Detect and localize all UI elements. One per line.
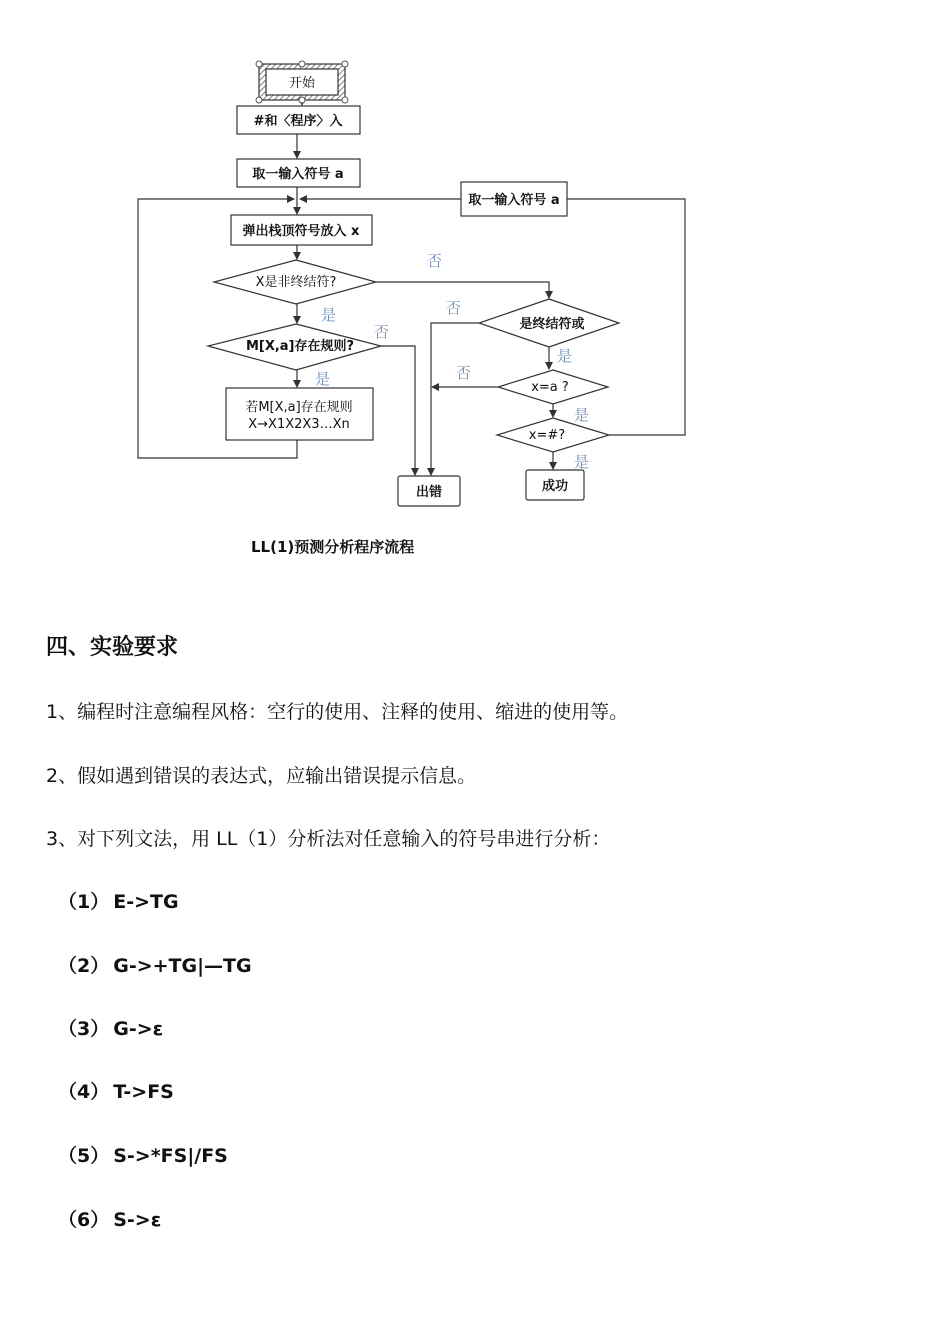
read-input-right-label: 取一输入符号 a [468, 193, 560, 208]
no-label-2: 否 [374, 323, 390, 341]
flowchart [0, 0, 950, 520]
requirement-item: 1、编程时注意编程风格：空行的使用、注释的使用、缩进的使用等。 [46, 701, 629, 723]
has-rule-label: M[X,a]存在规则? [245, 339, 355, 354]
grammar-rule-number: （5） [58, 1145, 110, 1167]
yes-label-2: 是 [315, 370, 331, 388]
grammar-rule-text: G->+TG|—TG [113, 955, 252, 977]
grammar-rule-text: T->FS [113, 1081, 174, 1103]
pop-label: 弹出栈顶符号放入 x [242, 224, 360, 239]
grammar-rule-text: S->ε [113, 1209, 162, 1231]
read-input-label: 取一输入符号 a [252, 167, 344, 182]
requirement-item: 3、对下列文法，用 LL（1）分析法对任意输入的符号串进行分析： [46, 828, 611, 850]
grammar-rule [58, 1205, 161, 1232]
grammar-rule-number: （2） [58, 955, 110, 977]
grammar-rule-number: （4） [58, 1081, 110, 1103]
x-eq-a-label: x=a ? [531, 380, 569, 395]
apply-rule-line1: 若M[X,a]存在规则 [245, 400, 353, 415]
is-terminal-label: 是终结符或 [519, 317, 585, 332]
grammar-rule [58, 1141, 228, 1168]
no-label-3: 否 [446, 299, 462, 317]
grammar-rule-number: （1） [58, 891, 110, 913]
grammar-rule [58, 951, 252, 978]
no-label-4: 否 [456, 364, 472, 382]
yes-label-3: 是 [557, 347, 573, 365]
is-nonterminal-label: X是非终结符? [255, 275, 337, 290]
apply-rule-line2: X→X1X2X3…Xn [248, 417, 350, 432]
figure-caption: LL(1)预测分析程序流程 [251, 538, 415, 556]
grammar-rule-text: E->TG [113, 891, 179, 913]
start-label: 开始 [288, 76, 316, 91]
grammar-rule-number: （3） [58, 1018, 110, 1040]
grammar-rule [58, 1077, 174, 1104]
yes-label-5: 是 [574, 453, 590, 471]
success-label: 成功 [541, 479, 569, 494]
grammar-rule-number: （6） [58, 1209, 110, 1231]
x-eq-hash-label: x=#? [528, 428, 566, 443]
requirement-item: 2、假如遇到错误的表达式，应输出错误提示信息。 [46, 765, 477, 787]
grammar-rule-text: S->*FS|/FS [113, 1145, 228, 1167]
grammar-rule [58, 1014, 163, 1041]
yes-label-1: 是 [321, 306, 337, 324]
error-label: 出错 [415, 485, 443, 500]
yes-label-4: 是 [574, 406, 590, 424]
grammar-rule-text: G->ε [113, 1018, 164, 1040]
no-label-1: 否 [427, 252, 443, 270]
grammar-rule [58, 887, 179, 914]
push-label: #和〈程序〉入 [253, 114, 343, 129]
section-heading: 四、实验要求 [46, 635, 179, 660]
